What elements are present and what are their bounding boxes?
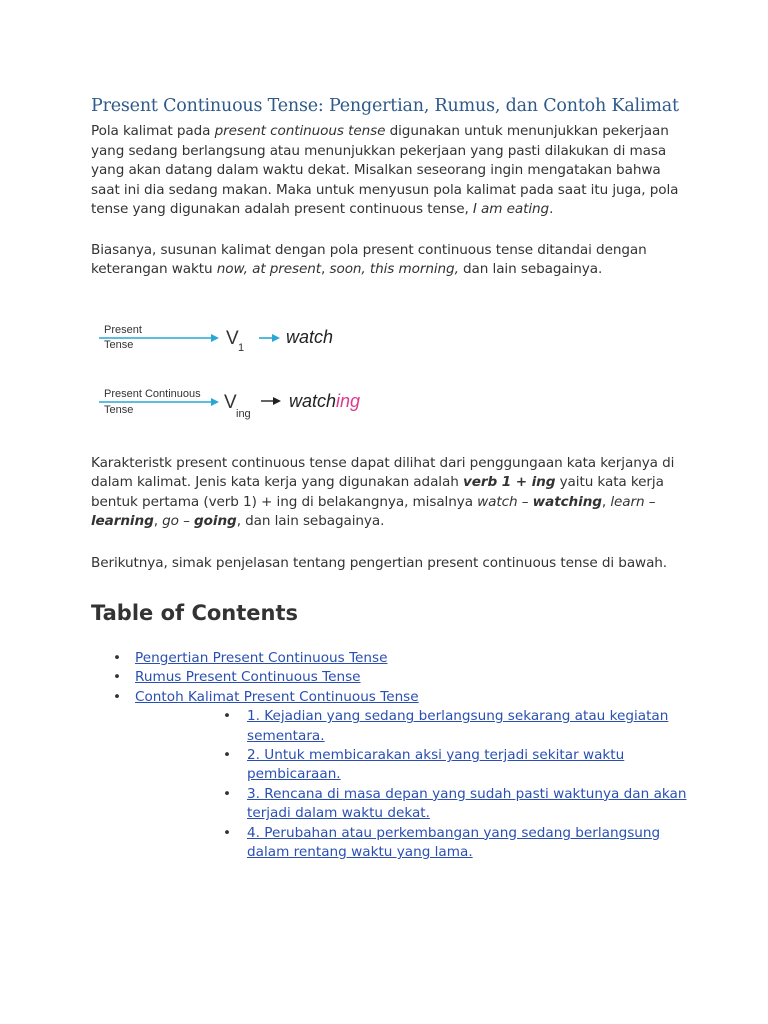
- text: .: [549, 201, 554, 217]
- toc-link-contoh[interactable]: Contoh Kalimat Present Continuous Tense: [135, 688, 419, 705]
- row1-verb: V: [226, 327, 239, 349]
- text: dan lain sebagainya.: [458, 261, 603, 277]
- text: –: [644, 493, 656, 510]
- toc-subitem: [135, 707, 691, 746]
- example-verb: learn: [610, 493, 645, 510]
- text: , dan lain sebagainya.: [236, 513, 385, 529]
- text: ,: [153, 513, 163, 529]
- toc-link-pengertian[interactable]: Pengertian Present Continuous Tense: [135, 650, 388, 666]
- example-verb-ing: learning: [91, 513, 154, 529]
- text: –: [517, 493, 533, 510]
- text: Karakteristk present continuous tense dapat dilihat dari penggungaan kata kerjanya di dalam kalimat. Jenis kata kerja yang digunakan adalah: [91, 454, 675, 490]
- text: digunakan untuk menunjukkan pekerjaan yang sedang berlangsung atau menunjukkan pekerjaan yang pasti dilakukan di masa yang akan datang dalam waktu dekat. Misalkan seseorang ingin mengatakan bahwa saat ini dia sedang makan. Maka untuk menyusun pola kalimat pada saat itu juga, pola tense yang digunakan adalah present continuous tense,: [91, 123, 679, 217]
- row2-word-base: watch: [289, 390, 337, 411]
- text: Pola kalimat pada: [91, 123, 215, 139]
- row2-label-bottom: Tense: [104, 403, 134, 416]
- next-paragraph: Berikutnya, simak penjelasan tentang pengertian present continuous tense di bawah.: [91, 554, 668, 571]
- toc-item: [91, 668, 691, 687]
- text: Biasanya, susunan kalimat dengan pola present continuous tense ditandai dengan keterangan waktu: [91, 241, 647, 277]
- toc-sublink-3[interactable]: 3. Rencana di masa depan yang sudah pasti waktunya dan akan terjadi dalam waktu dekat.: [247, 785, 687, 822]
- emphasis-text: now, at present: [216, 261, 322, 277]
- toc-item: [91, 649, 691, 668]
- text: yaitu kata kerja bentuk pertama (verb 1) + ing di belakangnya, misalnya: [91, 474, 664, 510]
- emphasis-text: soon, this morning,: [329, 261, 459, 277]
- toc-subitem: [135, 746, 691, 785]
- characteristics-paragraph: [91, 454, 691, 532]
- row2-word: [289, 391, 360, 411]
- formula-text: verb 1 + ing: [462, 474, 556, 490]
- row1-word: watch: [286, 326, 334, 347]
- text: ,: [601, 493, 611, 510]
- toc-item: [91, 688, 691, 863]
- toc-list: [91, 649, 691, 862]
- toc-link-rumus[interactable]: Rumus Present Continuous Tense: [135, 669, 361, 686]
- example-verb-ing: going: [194, 513, 237, 529]
- page-title: Present Continuous Tense: Pengertian, Rumus, dan Contoh Kalimat: [91, 96, 679, 116]
- tense-diagram-svg: [91, 304, 391, 454]
- toc-subitem: [135, 785, 691, 824]
- toc-subitem: [135, 824, 691, 863]
- text: –: [178, 513, 195, 529]
- example-verb: go: [162, 513, 179, 529]
- example-verb: watch: [477, 493, 518, 510]
- intro-paragraph: [91, 122, 691, 220]
- text: ,: [321, 261, 330, 277]
- time-marker-paragraph: [91, 241, 691, 280]
- row2-arrow-head: [211, 398, 219, 406]
- emphasis-text: present continuous tense: [214, 123, 386, 139]
- row2-verb-sub: ing: [236, 407, 251, 420]
- toc-title: Table of Contents: [91, 601, 299, 625]
- example-verb-ing: watching: [532, 493, 602, 510]
- toc-sublink-1[interactable]: 1. Kejadian yang sedang berlangsung sekarang atau kegiatan sementara.: [247, 708, 669, 744]
- row1-short-arrow-head: [272, 334, 280, 342]
- example-text: I am eating: [472, 201, 550, 217]
- row2-short-arrow-head: [273, 397, 281, 405]
- toc-sublink-2[interactable]: 2. Untuk membicarakan aksi yang terjadi sekitar waktu pembicaraan.: [247, 747, 625, 783]
- row1-label-bottom: Tense: [104, 338, 134, 351]
- toc-sublist: [135, 707, 691, 862]
- article: [91, 96, 691, 862]
- toc-sublink-4[interactable]: 4. Perubahan atau perkembangan yang sedang berlangsung dalam rentang waktu yang lama.: [247, 824, 661, 861]
- tense-diagram: [91, 304, 691, 454]
- row2-verb: V: [224, 391, 237, 413]
- row2-label-top: Present Continuous: [104, 387, 201, 400]
- row1-label-top: Present: [104, 323, 142, 336]
- row1-verb-sub: 1: [238, 341, 245, 354]
- row1-arrow-head: [211, 334, 219, 342]
- row2-word-suffix: ing: [336, 390, 361, 411]
